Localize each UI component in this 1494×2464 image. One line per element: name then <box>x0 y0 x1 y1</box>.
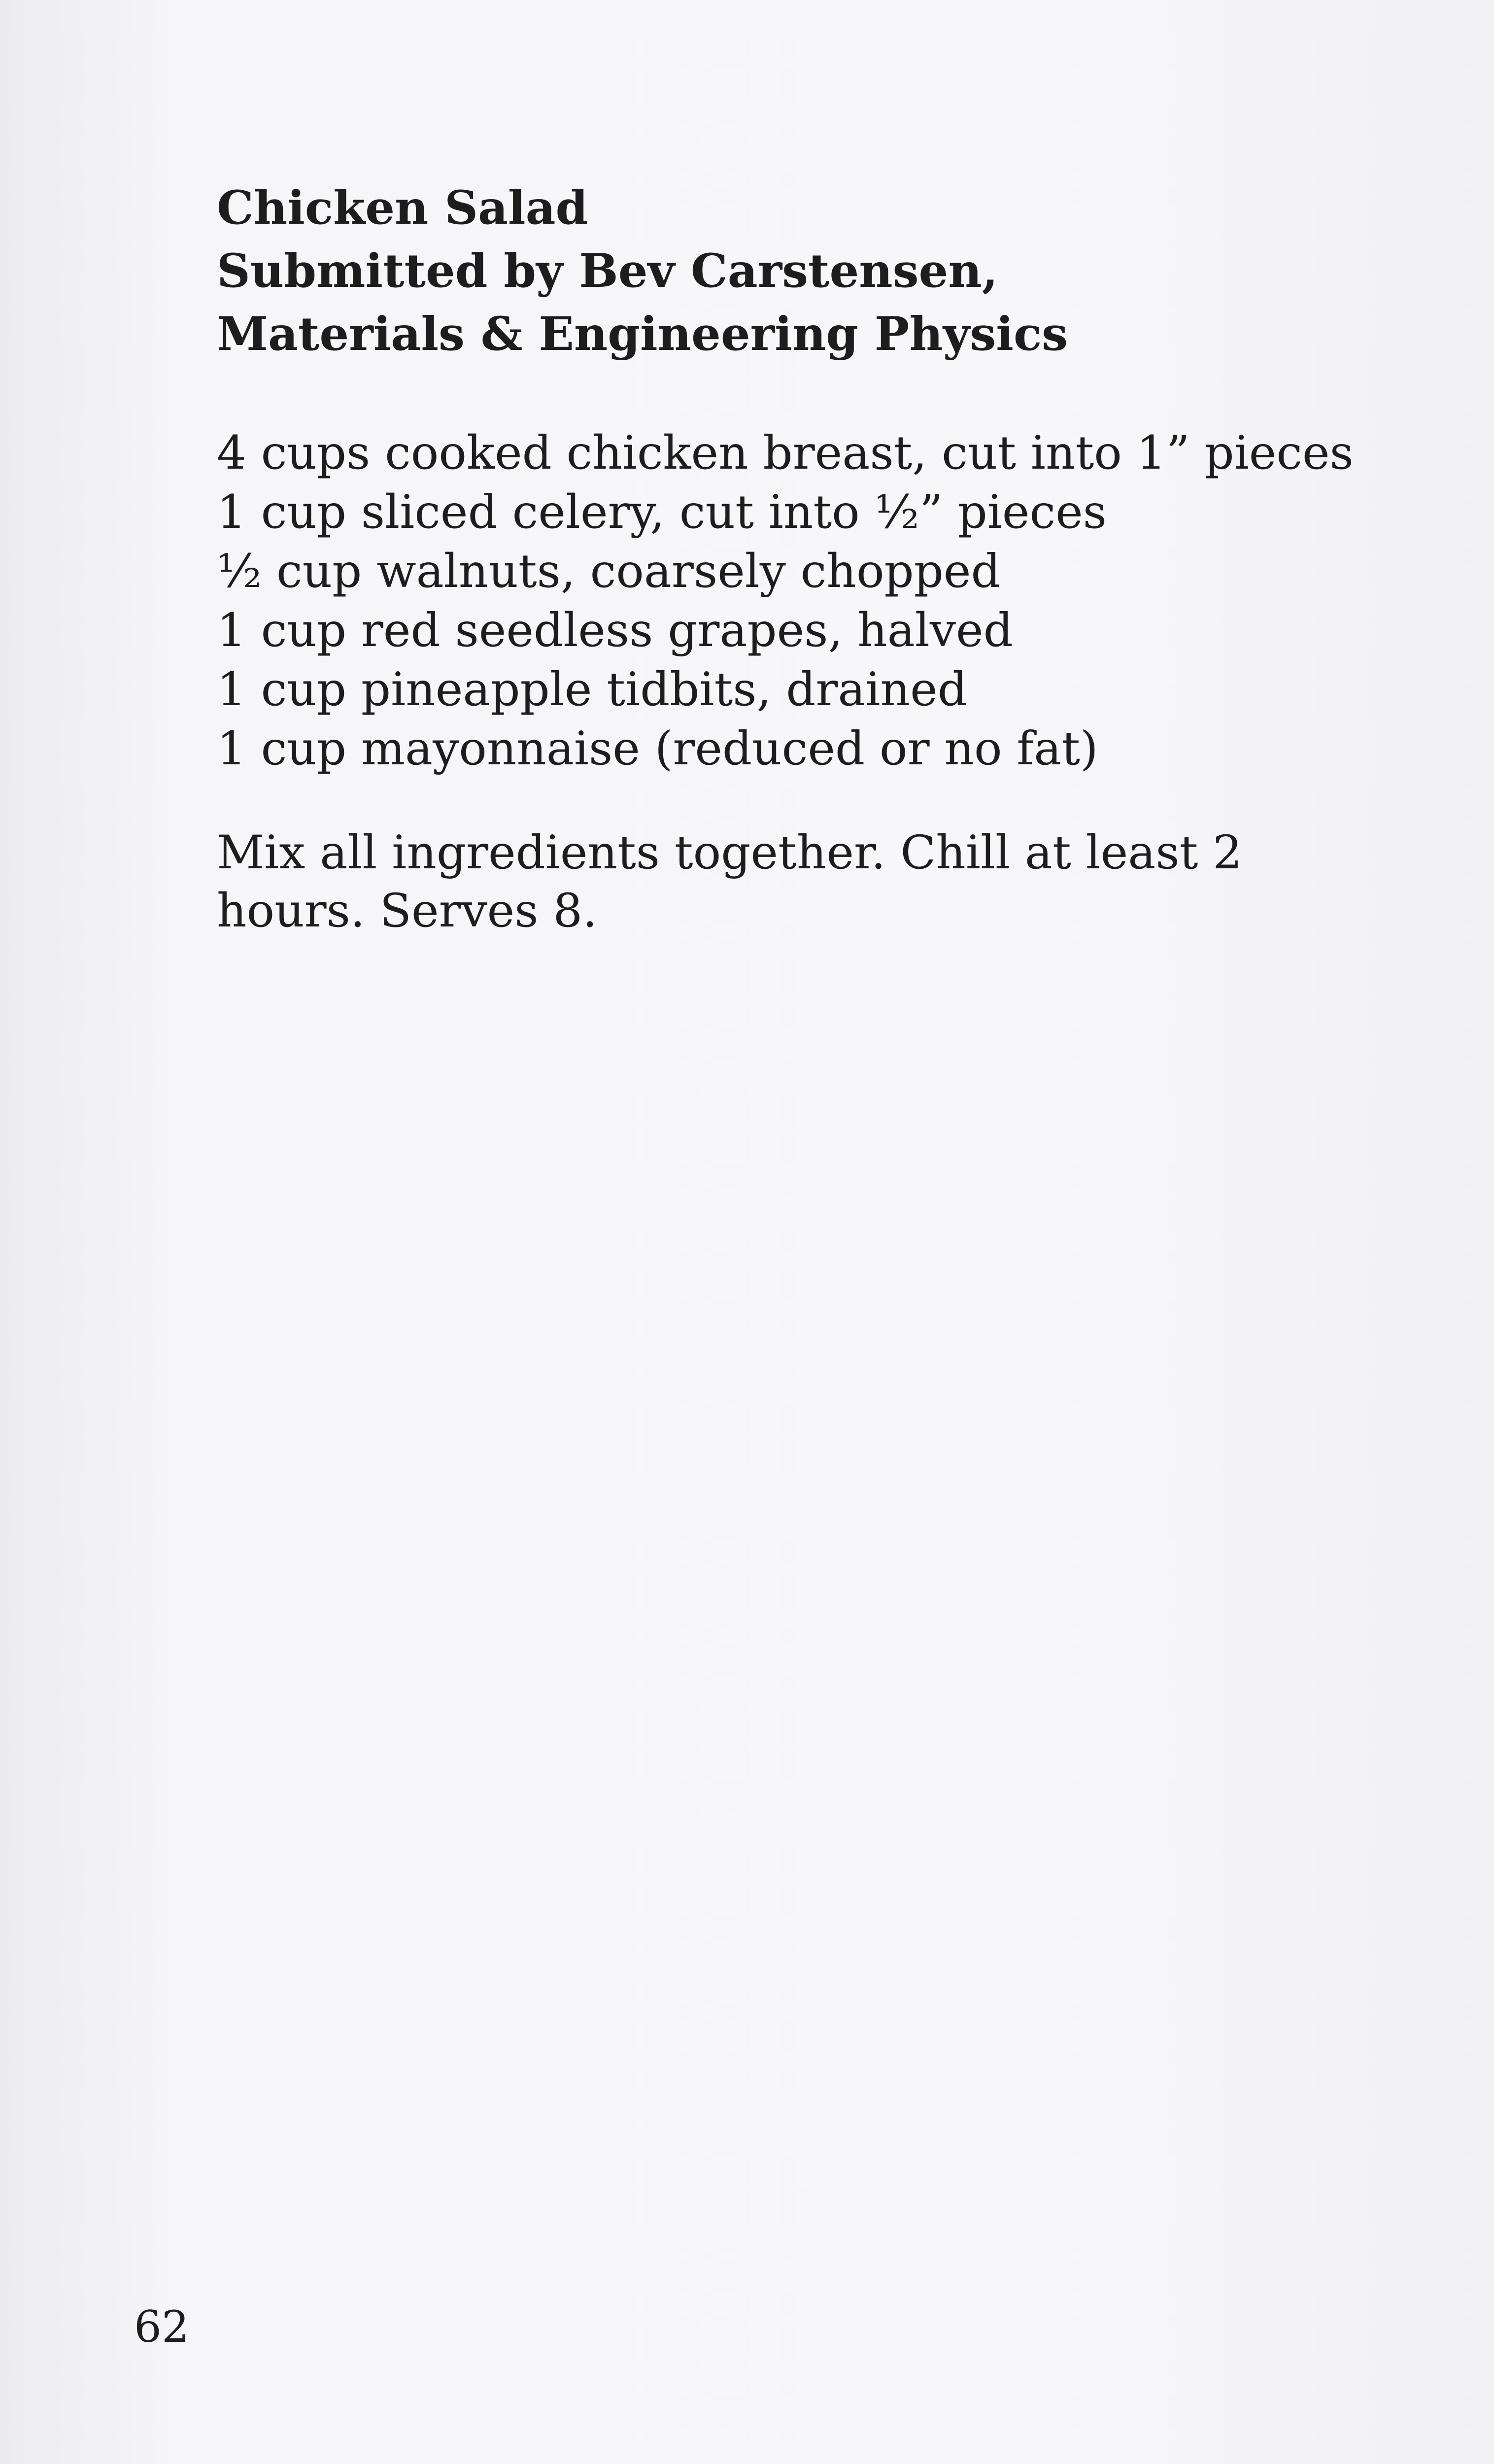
ingredient-item: 1 cup mayonnaise (reduced or no fat) <box>217 722 1098 776</box>
recipe-department: Materials & Engineering Physics <box>217 307 1068 361</box>
ingredient-list <box>217 424 1354 779</box>
recipe-title: Chicken Salad <box>217 181 588 235</box>
recipe-directions: Mix all ingredients together. Chill at least 2 hours. Serves 8. <box>217 826 1243 938</box>
ingredient-item: 1 cup sliced celery, cut into ½” pieces <box>217 485 1107 539</box>
ingredient-item: 1 cup pineapple tidbits, drained <box>217 663 967 717</box>
recipe-header <box>217 176 1330 366</box>
ingredient-item: ½ cup walnuts, coarsely chopped <box>217 545 1001 598</box>
ingredient-item: 1 cup red seedless grapes, halved <box>217 604 1013 657</box>
recipe-submitter: Submitted by Bev Carstensen, <box>217 244 998 298</box>
recipe <box>217 176 1354 940</box>
page-number: 62 <box>134 2301 189 2352</box>
ingredient-item: 4 cups cooked chicken breast, cut into 1” pieces <box>217 426 1354 480</box>
